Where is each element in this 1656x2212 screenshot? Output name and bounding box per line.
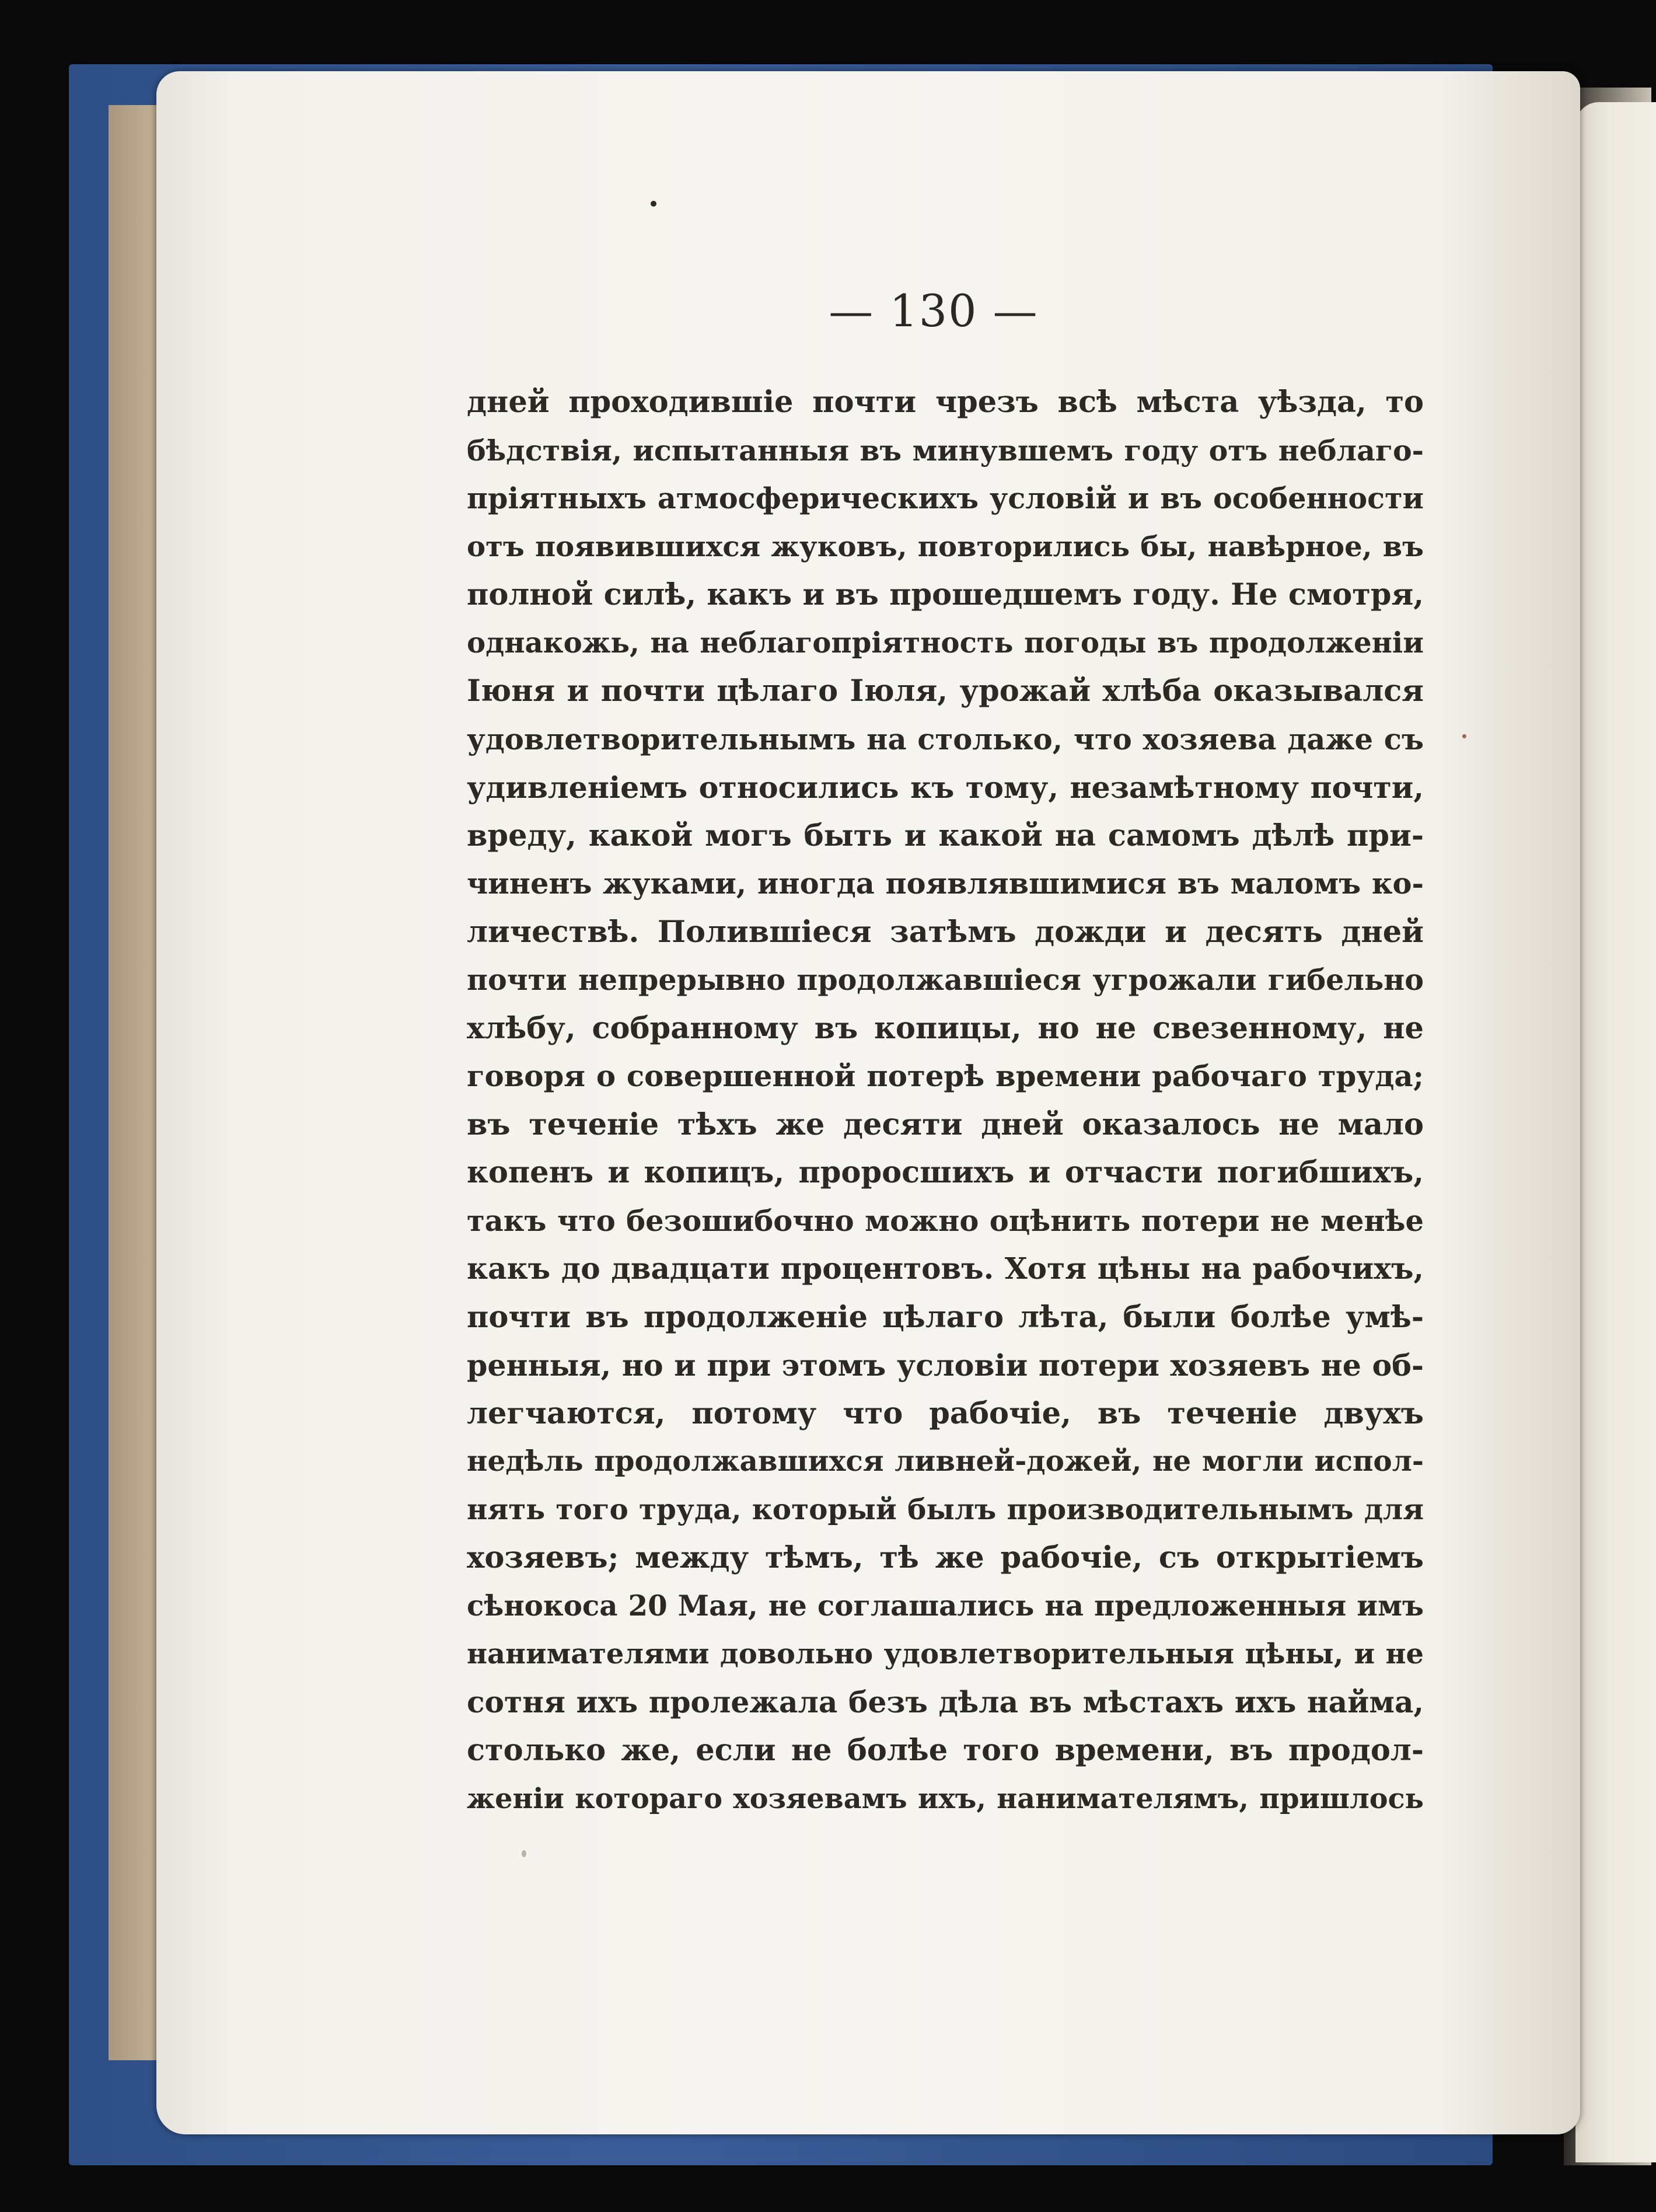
text-line: недѣль продолжавшихся ливней-дожей, не могли испол- [467,1445,1424,1478]
text-line: копенъ и копицъ, проросшихъ и отчасти погибшихъ, [467,1155,1424,1190]
text-line: такъ что безошибочно можно оцѣнить потери не менѣе [467,1203,1424,1238]
text-line: женіи котораго хозяевамъ ихъ, нанимателямъ, пришлось [467,1782,1424,1815]
ink-speck [522,1850,526,1857]
text-line: сотня ихъ пролежала безъ дѣла въ мѣстахъ ихъ найма, [467,1684,1424,1719]
page-body-text [467,378,1424,1823]
text-line: столько же, если не болѣе того времени, въ продол- [467,1733,1424,1768]
text-line: какъ до двадцати процентовъ. Хотя цѣны на рабочихъ, [467,1251,1424,1286]
text-line: удовлетворительнымъ на столько, что хозяева даже съ [467,721,1424,756]
text-line: пріятныхъ атмосферическихъ условій и въ особенности [467,482,1424,515]
page-number: — 130 — [829,285,1039,337]
text-line: говоря о совершенной потерѣ времени рабочаго труда; [467,1059,1424,1093]
text-line: ренныя, но и при этомъ условіи потери хозяевъ не об- [467,1348,1424,1383]
text-line: полной силѣ, какъ и въ прошедшемъ году. Не смотря, [467,577,1424,612]
text-line: хлѣбу, собранному въ копицы, но не свезенному, не [467,1010,1424,1046]
text-line: нять того труда, который былъ производительнымъ для [467,1492,1424,1526]
text-line: хозяевъ; между тѣмъ, тѣ же рабочіе, съ открытіемъ [467,1540,1424,1575]
text-line: чиненъ жуками, иногда появлявшимися въ маломъ ко- [467,867,1424,901]
text-line: дней проходившіе почти чрезъ всѣ мѣста уѣзда, то [467,385,1424,420]
text-line: вреду, какой могъ быть и какой на самомъ дѣлѣ при- [467,818,1424,853]
text-line: бѣдствія, испытанныя въ минувшемъ году отъ неблаго- [467,433,1424,467]
text-line: однакожь, на неблагопріятность погоды въ продолженіи [467,626,1424,660]
text-line: сѣнокоса 20 Мая, не соглашались на предложенныя имъ [467,1589,1424,1623]
text-line: въ теченіе тѣхъ же десяти дней оказалось не мало [467,1107,1424,1142]
text-line: почти въ продолженіе цѣлаго лѣта, были болѣе умѣ- [467,1299,1424,1335]
text-line: почти непрерывно продолжавшіеся угрожали гибельно [467,963,1424,997]
text-line: удивленіемъ относились къ тому, незамѣтному почти, [467,770,1424,805]
text-line: легчаются, потому что рабочіе, въ теченіе двухъ [467,1395,1424,1431]
text-line: нанимателями довольно удовлетворительныя цѣны, и не [467,1638,1424,1670]
ink-speck [1462,734,1466,738]
ink-speck [651,201,656,207]
next-page-edge [1575,102,1656,2162]
text-line: личествѣ. Полившіеся затѣмъ дожди и десять дней [467,914,1424,950]
text-line: Іюня и почти цѣлаго Іюля, урожай хлѣба оказывался [467,674,1424,709]
text-line: отъ появившихся жуковъ, повторились бы, навѣрное, въ [467,530,1424,563]
